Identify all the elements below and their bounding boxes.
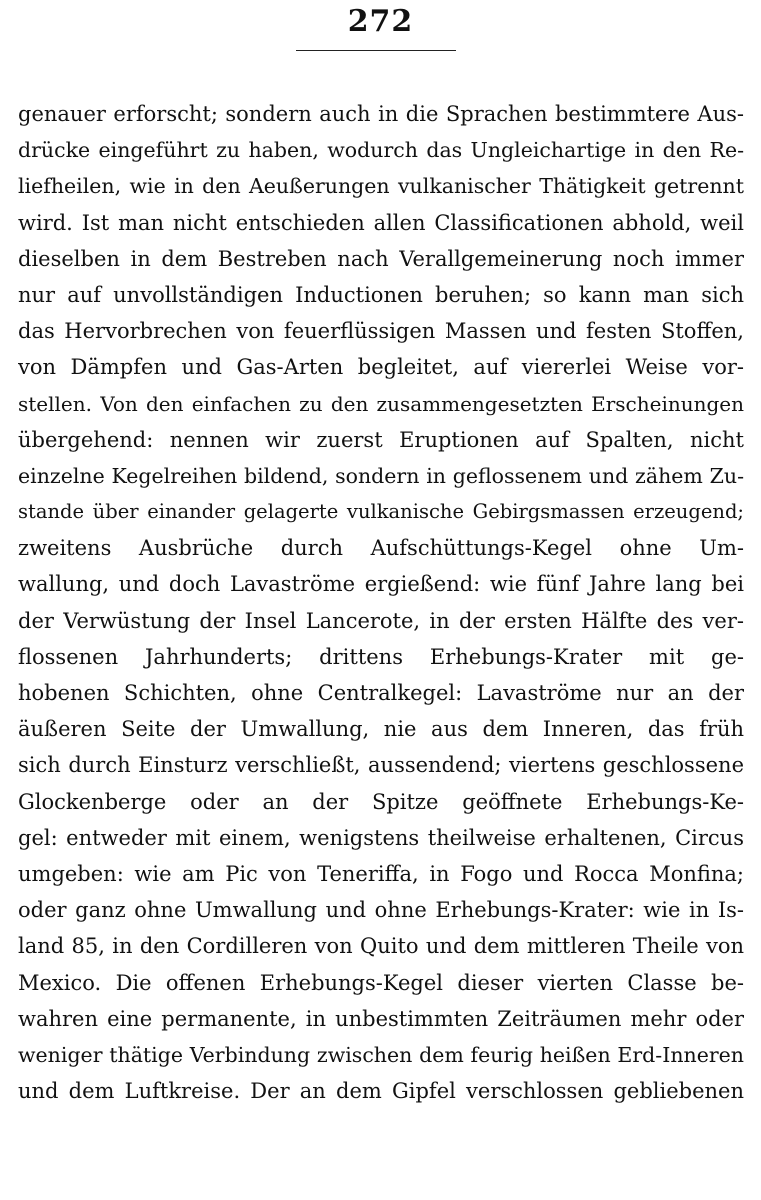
- text-line: oder ganz ohne Umwallung und ohne Erhebungs-Krater: wie in Is-: [18, 898, 744, 923]
- text-line: land 85, in den Cordilleren von Quito und dem mittleren Theile von: [18, 934, 744, 959]
- text-line: weniger thätige Verbindung zwischen dem feurig heißen Erd-Inneren: [18, 1042, 744, 1067]
- text-line: stande über einander gelagerte vulkanische Gebirgsmassen erzeugend;: [18, 500, 744, 524]
- text-line: umgeben: wie am Pic von Teneriffa, in Fogo und Rocca Monfina;: [18, 861, 744, 886]
- body-text: [18, 96, 744, 1109]
- text-line: dieselben in dem Bestreben nach Verallgemeinerung noch immer: [18, 246, 744, 271]
- text-line: der Verwüstung der Insel Lancerote, in der ersten Hälfte des ver-: [18, 608, 744, 633]
- text-line: übergehend: nennen wir zuerst Eruptionen auf Spalten, nicht: [18, 427, 744, 452]
- text-line: äußeren Seite der Umwallung, nie aus dem Inneren, das früh: [18, 717, 744, 742]
- text-line: und dem Luftkreise. Der an dem Gipfel verschlossen gebliebenen: [18, 1079, 744, 1104]
- text-line: wahren eine permanente, in unbestimmten Zeiträumen mehr oder: [18, 1006, 744, 1031]
- text-line: einzelne Kegelreihen bildend, sondern in geflossenem und zähem Zu-: [18, 463, 744, 488]
- text-line: genauer erforscht; sondern auch in die Sprachen bestimmtere Aus-: [18, 102, 744, 126]
- page-number: 272: [347, 4, 414, 39]
- text-line: flossenen Jahrhunderts; drittens Erhebungs-Krater mit ge-: [18, 644, 744, 669]
- text-line: Mexico. Die offenen Erhebungs-Kegel dieser vierten Classe be-: [18, 970, 744, 995]
- text-line: sich durch Einsturz verschließt, aussendend; viertens geschlossene: [18, 753, 744, 778]
- text-line: wallung, und doch Lavaströme ergießend: wie fünf Jahre lang bei: [18, 572, 744, 597]
- header-rule: [296, 50, 456, 51]
- text-line: das Hervorbrechen von feuerflüssigen Massen und festen Stoffen,: [18, 319, 744, 344]
- text-line: zweitens Ausbrüche durch Aufschüttungs-Kegel ohne Um-: [18, 536, 744, 561]
- text-line: drücke eingeführt zu haben, wodurch das Ungleichartige in den Re-: [18, 138, 744, 163]
- text-line: liefheilen, wie in den Aeußerungen vulkanischer Thätigkeit getrennt: [18, 174, 744, 199]
- text-line: wird. Ist man nicht entschieden allen Classificationen abhold, weil: [18, 210, 744, 235]
- text-line: hobenen Schichten, ohne Centralkegel: Lavaströme nur an der: [18, 681, 744, 705]
- text-line: von Dämpfen und Gas-Arten begleitet, auf viererlei Weise vor-: [18, 355, 744, 380]
- text-line: nur auf unvollständigen Inductionen beruhen; so kann man sich: [18, 282, 744, 307]
- text-line: stellen. Von den einfachen zu den zusammengesetzten Erscheinungen: [18, 391, 744, 416]
- text-line: Glockenberge oder an der Spitze geöffnete Erhebungs-Ke-: [18, 789, 744, 814]
- text-line: gel: entweder mit einem, wenigstens theilweise erhaltenen, Circus: [18, 825, 744, 850]
